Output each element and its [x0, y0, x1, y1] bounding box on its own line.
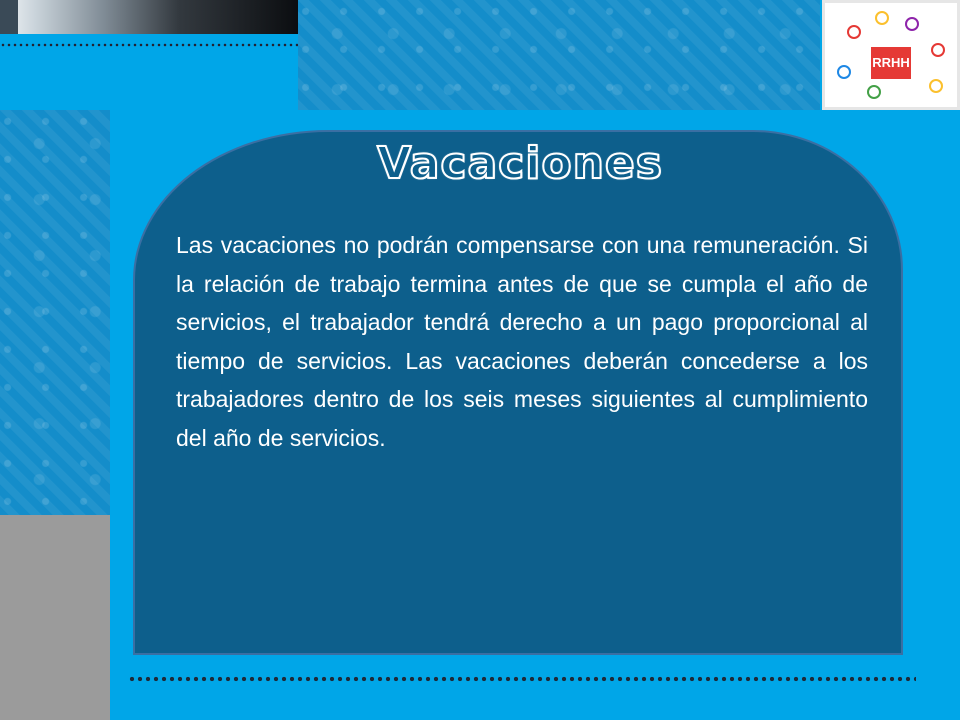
left-gray-block	[0, 515, 110, 720]
slide-title: Vacaciones	[377, 138, 663, 189]
logo-node-icon	[837, 65, 851, 79]
bottom-dotted-line	[128, 675, 916, 683]
slide-body-text: Las vacaciones no podrán compensarse con una remuneración. Si la relación de trabajo termina antes de que se cumpla el año de servicios, el trabajador tendrá derecho a un pago proporcional al tiempo de servicios. Las vacaciones deberán concederse a los trabajadores dentro de los seis meses siguientes al cumplimiento del año de servicios.	[176, 232, 868, 451]
logo-node-icon	[867, 85, 881, 99]
logo-node-icon	[875, 11, 889, 25]
top-pattern-strip	[298, 0, 820, 110]
logo-node-icon	[905, 17, 919, 31]
top-dotted-line	[0, 42, 298, 48]
logo-node-icon	[931, 43, 945, 57]
rrhh-logo	[822, 0, 960, 110]
logo-node-icon	[847, 25, 861, 39]
logo-main-text: RRHH	[871, 47, 911, 79]
top-gradient-bar	[0, 0, 298, 34]
logo-node-icon	[929, 79, 943, 93]
